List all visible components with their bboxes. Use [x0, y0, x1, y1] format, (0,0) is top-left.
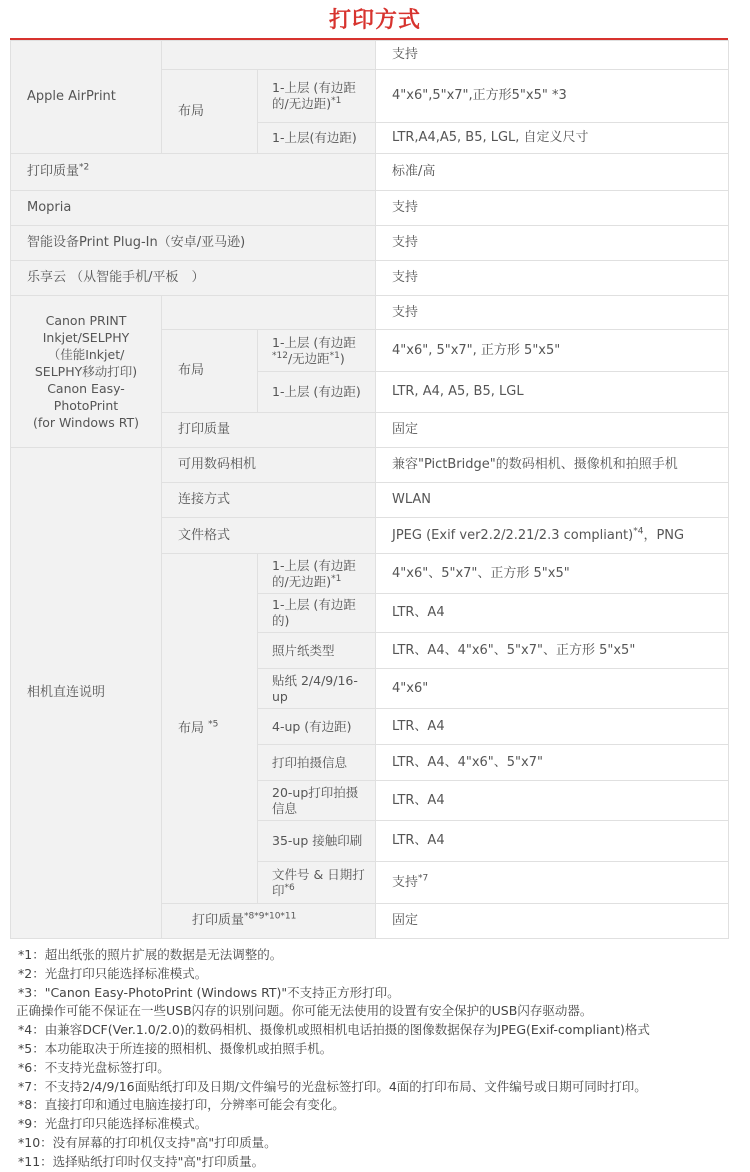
plugin-value: 支持: [376, 226, 729, 261]
footnote: *10：没有屏幕的打印机仅支持"高"打印质量。: [18, 1134, 277, 1150]
airprint-borderless-value: 4"x6",5"x7",正方形5"x5" *3: [376, 70, 729, 123]
camera-layout-option-label: 1-上层 (有边距的): [258, 594, 376, 633]
mopria-label: Mopria: [11, 191, 376, 226]
footnote: *3："Canon Easy-PhotoPrint (Windows RT)"不支持正方形打印。: [18, 984, 400, 1000]
table-row: [11, 41, 729, 70]
camera-layout-option-label: 35-up 接触印刷: [258, 821, 376, 862]
canon-borderless-value: 4"x6", 5"x7", 正方形 5"x5": [376, 330, 729, 372]
airprint-label: Apple AirPrint: [11, 41, 162, 154]
camera-layout-option-value: LTR、A4: [376, 821, 729, 862]
footnote: *8：直接打印和通过电脑连接打印，分辨率可能会有变化。: [18, 1097, 345, 1113]
camera-layout-option-label: 1-上层 (有边距的/无边距)$^{*1}$: [258, 554, 376, 594]
footnote: *11：选择贴纸打印时仅支持"高"打印质量。: [18, 1153, 265, 1169]
camera-connection-label: 连接方式: [162, 483, 376, 518]
canon-label-line: (for Windows RT): [32, 415, 140, 430]
camera-quality-value: 固定: [376, 904, 729, 939]
camera-layout-option-value: 支持$^{*7}$: [376, 862, 729, 904]
airprint-bordered-value: LTR,A4,A5, B5, LGL, 自定义尺寸: [376, 123, 729, 154]
table-row: [11, 154, 729, 191]
airprint-layout-label: 布局: [162, 70, 258, 154]
quality-label: 打印质量$^{*2}$: [11, 154, 376, 191]
canon-label-line: （佳能Inkjet/: [47, 347, 125, 362]
canon-layout-label: 布局: [162, 330, 258, 413]
footnote: *7：不支持2/4/9/16面贴纸打印及日期/文件编号的光盘标签打印。4面的打印布局、文件编号或日期可同时打印。: [18, 1078, 647, 1094]
quality-value: 标准/高: [376, 154, 729, 191]
airprint-borderless-label: 1-上层 (有边距的/无边距)$^{*1}$: [258, 70, 376, 123]
empty-cell: [162, 41, 376, 70]
canon-label-line: Canon Easy-: [47, 381, 125, 396]
footnotes: [18, 946, 743, 1172]
camera-layout-option-label: 4-up (有边距): [258, 709, 376, 745]
camera-cameras-value: 兼容"PictBridge"的数码相机、摄像机和拍照手机: [376, 448, 729, 483]
canon-print-label: [11, 296, 162, 448]
camera-layout-option-value: LTR、A4: [376, 781, 729, 821]
table-row: [11, 261, 729, 296]
camera-cameras-label: 可用数码相机: [162, 448, 376, 483]
canon-support-value: 支持: [376, 296, 729, 330]
plugin-label: 智能设备Print Plug-In（安卓/亚马逊): [11, 226, 376, 261]
canon-quality-value: 固定: [376, 413, 729, 448]
canon-label-line: PhotoPrint: [53, 398, 119, 413]
camera-layout-option-value: 4"x6"、5"x7"、正方形 5"x5": [376, 554, 729, 594]
camera-layout-option-value: LTR、A4、4"x6"、5"x7"、正方形 5"x5": [376, 633, 729, 669]
footnote: *2：光盘打印只能选择标准模式。: [18, 965, 208, 981]
cloud-value: 支持: [376, 261, 729, 296]
camera-layout-option-value: LTR、A4: [376, 594, 729, 633]
airprint-support-value: 支持: [376, 41, 729, 70]
camera-layout-label: 布局 $^{*5}$: [162, 554, 258, 904]
mopria-value: 支持: [376, 191, 729, 226]
table-row: [11, 296, 729, 330]
table-row: [11, 448, 729, 483]
empty-cell: [162, 296, 376, 330]
camera-layout-option-label: 贴纸 2/4/9/16-up: [258, 669, 376, 709]
camera-format-label: 文件格式: [162, 518, 376, 554]
canon-label-line: Canon PRINT: [45, 313, 127, 328]
page-title: 打印方式: [328, 8, 421, 33]
camera-layout-option-label: 照片纸类型: [258, 633, 376, 669]
camera-format-value: JPEG (Exif ver2.2/2.21/2.3 compliant)$^{*4}$，PNG: [376, 518, 729, 554]
camera-quality-label: 打印质量$^{*8*9*10*11}$: [162, 904, 376, 939]
cloud-label: 乐享云 （从智能手机/平板 ）: [11, 261, 376, 296]
camera-layout-option-label: 打印拍摄信息: [258, 745, 376, 781]
footnote: *4：由兼容DCF(Ver.1.0/2.0)的数码相机、摄像机或照相机电话拍摄的图像数据保存为JPEG(Exif-compliant)格式: [18, 1022, 650, 1038]
canon-bordered-value: LTR, A4, A5, B5, LGL: [376, 372, 729, 413]
canon-bordered-label: 1-上层 (有边距): [258, 372, 376, 413]
airprint-bordered-label: 1-上层(有边距): [258, 123, 376, 154]
canon-quality-label: 打印质量: [162, 413, 376, 448]
table-row: [11, 226, 729, 261]
table-row: [11, 191, 729, 226]
canon-borderless-label: 1-上层 (有边距 $^{*12}$/无边距$^{*1}$): [258, 330, 376, 372]
canon-label-line: SELPHY移动打印): [34, 364, 138, 379]
footnote: *5：本功能取决于所连接的照相机、摄像机或拍照手机。: [18, 1040, 333, 1056]
camera-layout-option-value: 4"x6": [376, 669, 729, 709]
footnote: *6：不支持光盘标签打印。: [18, 1059, 170, 1075]
print-method-table: [10, 40, 729, 939]
camera-layout-option-value: LTR、A4、4"x6"、5"x7": [376, 745, 729, 781]
camera-direct-label: 相机直连说明: [11, 448, 162, 939]
footnote: *1：超出纸张的照片扩展的数据是无法调整的。: [18, 947, 283, 962]
canon-label-line: Inkjet/SELPHY: [42, 330, 130, 345]
camera-layout-option-value: LTR、A4: [376, 709, 729, 745]
footnote: 正确操作可能不保证在一些USB闪存的识别问题。你可能无法使用的设置有安全保护的USB闪存驱动器。: [16, 1003, 593, 1019]
footnote: *9：光盘打印只能选择标准模式。: [18, 1116, 208, 1132]
camera-layout-option-label: 20-up打印拍摄信息: [258, 781, 376, 821]
camera-connection-value: WLAN: [376, 483, 729, 518]
camera-layout-option-label: 文件号 & 日期打印$^{*6}$: [258, 862, 376, 904]
